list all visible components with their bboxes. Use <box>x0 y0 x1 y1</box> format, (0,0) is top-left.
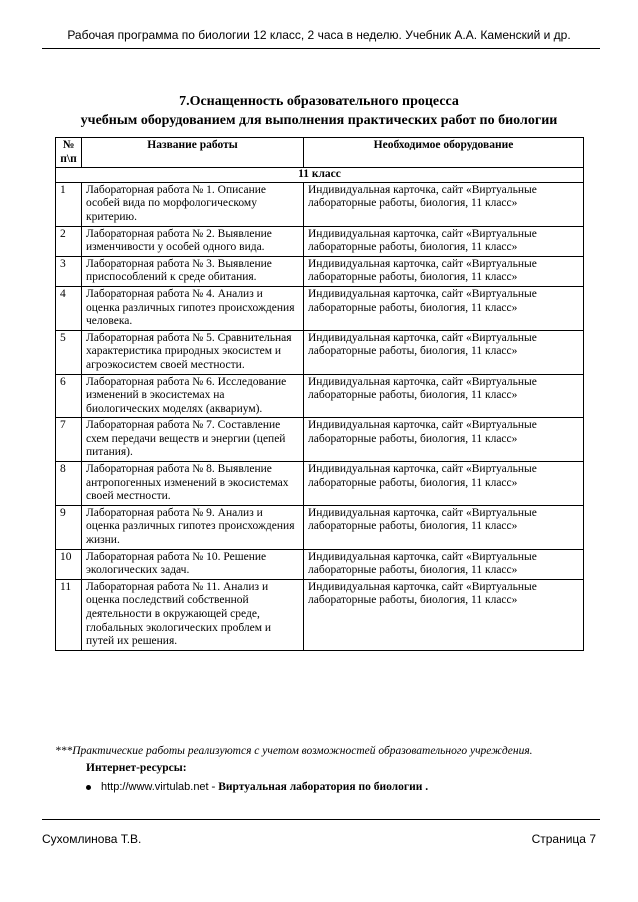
resource-separator: - <box>208 781 219 793</box>
table-row <box>56 579 584 650</box>
row-equipment: Индивидуальная карточка, сайт «Виртуальные лабораторные работы, биология, 11 класс» <box>304 330 584 374</box>
table-row <box>56 226 584 256</box>
row-equipment: Индивидуальная карточка, сайт «Виртуальные лабораторные работы, биология, 11 класс» <box>304 505 584 549</box>
row-equipment: Индивидуальная карточка, сайт «Виртуальные лабораторные работы, биология, 11 класс» <box>304 256 584 286</box>
row-number: 10 <box>56 549 82 579</box>
internet-resource-item <box>86 781 428 793</box>
row-number: 11 <box>56 579 82 650</box>
bullet-icon <box>86 785 91 790</box>
row-number: 5 <box>56 330 82 374</box>
section-title <box>0 92 638 130</box>
equipment-table <box>55 137 584 651</box>
row-work-name: Лабораторная работа № 1. Описание особей вида по морфологическому критерию. <box>82 182 304 226</box>
row-number: 1 <box>56 182 82 226</box>
row-work-name: Лабораторная работа № 4. Анализ и оценка различных гипотез происхождения человека. <box>82 286 304 330</box>
class-row <box>56 168 584 183</box>
table-row <box>56 374 584 418</box>
class-label: 11 класс <box>56 168 584 183</box>
row-number: 2 <box>56 226 82 256</box>
table-row <box>56 286 584 330</box>
row-work-name: Лабораторная работа № 9. Анализ и оценка различных гипотез происхождения жизни. <box>82 505 304 549</box>
resource-link[interactable]: http://www.virtulab.net <box>101 781 209 793</box>
row-number: 4 <box>56 286 82 330</box>
header-work-name: Название работы <box>82 138 304 168</box>
row-number: 6 <box>56 374 82 418</box>
header-number: № п\п <box>56 138 82 168</box>
footer-author: Сухомлинова Т.В. <box>42 832 142 846</box>
row-equipment: Индивидуальная карточка, сайт «Виртуальные лабораторные работы, биология, 11 класс» <box>304 579 584 650</box>
table-row <box>56 505 584 549</box>
row-work-name: Лабораторная работа № 5. Сравнительная характеристика природных экосистем и агроэкосистем своей местности. <box>82 330 304 374</box>
row-work-name: Лабораторная работа № 8. Выявление антропогенных изменений в экосистемах своей местности. <box>82 462 304 506</box>
row-equipment: Индивидуальная карточка, сайт «Виртуальные лабораторные работы, биология, 11 класс» <box>304 182 584 226</box>
row-work-name: Лабораторная работа № 6. Исследование изменений в экосистемах на биологических моделях (аквариум). <box>82 374 304 418</box>
resource-description: Виртуальная лаборатория по биологии . <box>218 781 429 793</box>
page-header: Рабочая программа по биологии 12 класс, 2 часа в неделю. Учебник А.А. Каменский и др. <box>67 28 571 42</box>
row-equipment: Индивидуальная карточка, сайт «Виртуальные лабораторные работы, биология, 11 класс» <box>304 462 584 506</box>
row-work-name: Лабораторная работа № 10. Решение экологических задач. <box>82 549 304 579</box>
footer-divider <box>42 819 600 820</box>
footnote: ***Практические работы реализуются с учетом возможностей образовательного учреждения. <box>55 745 533 757</box>
internet-resources-label: Интернет-ресурсы: <box>86 762 187 774</box>
row-work-name: Лабораторная работа № 7. Составление схем передачи веществ и энергии (цепей питания). <box>82 418 304 462</box>
row-equipment: Индивидуальная карточка, сайт «Виртуальные лабораторные работы, биология, 11 класс» <box>304 286 584 330</box>
header-divider <box>42 48 600 49</box>
header-equipment: Необходимое оборудование <box>304 138 584 168</box>
table-row <box>56 330 584 374</box>
table-row <box>56 182 584 226</box>
table-row <box>56 549 584 579</box>
row-work-name: Лабораторная работа № 3. Выявление приспособлений к среде обитания. <box>82 256 304 286</box>
table-header-row <box>56 138 584 168</box>
row-equipment: Индивидуальная карточка, сайт «Виртуальные лабораторные работы, биология, 11 класс» <box>304 418 584 462</box>
row-number: 7 <box>56 418 82 462</box>
row-equipment: Индивидуальная карточка, сайт «Виртуальные лабораторные работы, биология, 11 класс» <box>304 374 584 418</box>
row-equipment: Индивидуальная карточка, сайт «Виртуальные лабораторные работы, биология, 11 класс» <box>304 226 584 256</box>
section-title-line-2: учебным оборудованием для выполнения практических работ по биологии <box>80 113 558 128</box>
row-equipment: Индивидуальная карточка, сайт «Виртуальные лабораторные работы, биология, 11 класс» <box>304 549 584 579</box>
section-title-line-1: 7.Оснащенность образовательного процесса <box>179 94 459 109</box>
row-number: 8 <box>56 462 82 506</box>
footer-page-number: Страница 7 <box>531 832 596 846</box>
table-row <box>56 462 584 506</box>
table-row <box>56 418 584 462</box>
row-work-name: Лабораторная работа № 2. Выявление изменчивости у особей одного вида. <box>82 226 304 256</box>
row-number: 3 <box>56 256 82 286</box>
row-work-name: Лабораторная работа № 11. Анализ и оценка последствий собственной деятельности в окружающей среде, глобальных экологических проблем и путей их решения. <box>82 579 304 650</box>
table-row <box>56 256 584 286</box>
row-number: 9 <box>56 505 82 549</box>
